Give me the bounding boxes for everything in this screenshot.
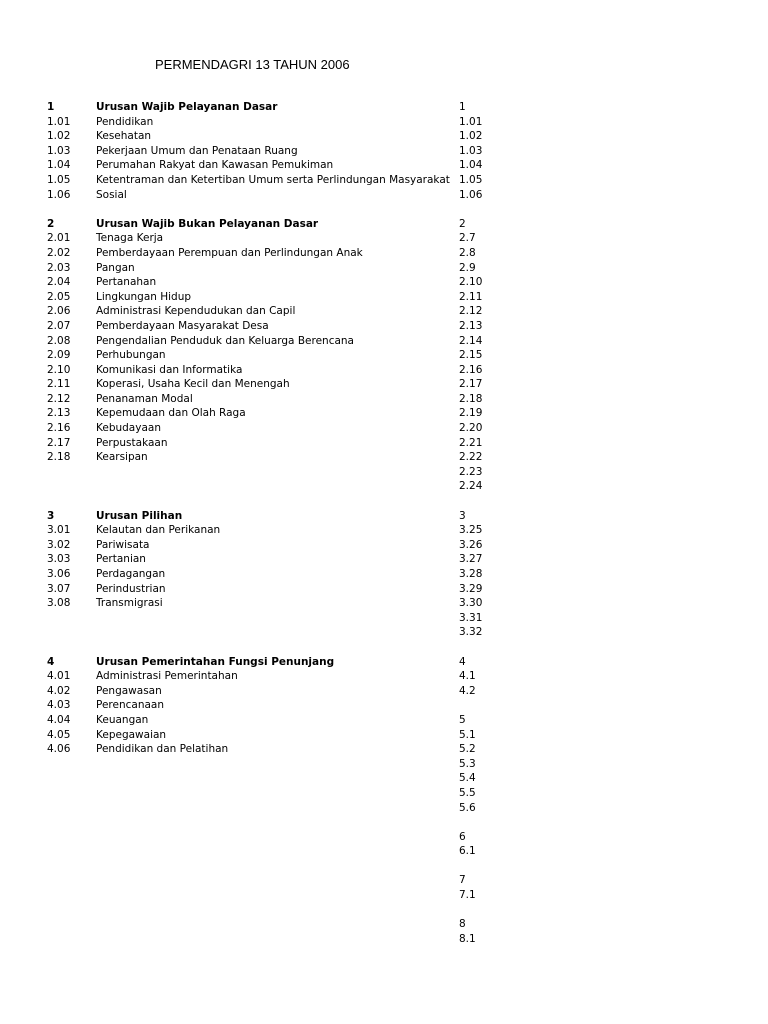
item-code: 2.17 [47,436,71,449]
section-heading: Urusan Wajib Bukan Pelayanan Dasar [96,217,319,230]
item-code [47,479,70,494]
mapped-code: 6.1 [459,845,476,858]
item-label: Lingkungan Hidup [96,290,192,303]
mapped-code: 3.26 [459,538,483,551]
mapped-code [459,640,482,655]
item-label: Perindustrian [96,582,166,595]
section-heading: Urusan Pilihan [96,509,183,522]
item-code: 1.05 [47,173,71,186]
mapped-code: 5.2 [459,743,476,756]
item-code: 2.06 [47,305,71,318]
item-label: Ketentraman dan Ketertiban Umum serta Perlindungan Masyarakat [96,173,450,186]
item-code: 4.06 [47,743,71,756]
item-label: Tenaga Kerja [96,232,164,245]
item-label [96,640,450,655]
item-label: Perhubungan [96,349,166,362]
item-label [96,202,450,217]
mapped-code: 1.04 [459,159,483,172]
left-label-column [96,100,450,757]
item-label: Kepegawaian [96,728,167,741]
item-label: Pengendalian Penduduk dan Keluarga Berencana [96,334,354,347]
section-code: 1 [47,101,55,113]
item-code: 2.13 [47,407,71,420]
mapped-code: 5 [459,713,466,726]
item-label [96,479,450,494]
item-label: Pemberdayaan Masyarakat Desa [96,319,269,332]
mapped-code [459,903,482,918]
item-code: 1.06 [47,188,71,201]
item-code [47,202,70,217]
item-label: Administrasi Pemerintahan [96,670,238,683]
item-code: 2.08 [47,334,71,347]
item-code: 3.02 [47,538,71,551]
mapped-code: 5.5 [459,786,476,799]
mapped-code: 1.03 [459,144,483,157]
mapped-code: 7 [459,874,466,887]
section-code: 4 [47,655,55,668]
item-label: Perumahan Rakyat dan Kawasan Pemukiman [96,159,334,172]
mapped-code: 6 [459,830,466,843]
item-label [96,465,450,480]
left-code-column [47,100,70,757]
item-code: 2.04 [47,276,71,289]
right-code-column [459,100,482,946]
item-code: 2.11 [47,378,71,391]
item-code: 2.12 [47,392,71,405]
mapped-code: 2 [459,217,466,230]
item-code [47,640,70,655]
item-code: 4.01 [47,670,71,683]
item-label: Perencanaan [96,699,165,712]
item-code: 3.01 [47,524,71,537]
section-code: 2 [47,217,55,230]
item-label: Sosial [96,188,127,201]
item-label [96,611,450,626]
mapped-code: 2.13 [459,319,483,332]
item-label: Perdagangan [96,568,166,580]
mapped-code: 3.27 [459,553,483,566]
mapped-code: 3.30 [459,597,483,610]
mapped-code: 5.6 [459,801,476,814]
mapped-code: 1.01 [459,115,483,128]
item-code: 2.02 [47,246,71,259]
section-code: 3 [47,509,55,522]
item-code: 2.03 [47,261,71,274]
mapped-code [459,698,482,713]
mapped-code: 4.2 [459,684,476,697]
section-heading: Urusan Wajib Pelayanan Dasar [96,101,278,113]
item-code: 3.03 [47,553,71,566]
item-label: Pemberdayaan Perempuan dan Perlindungan Anak [96,246,363,259]
mapped-code: 3.28 [459,568,483,580]
mapped-code: 2.17 [459,378,483,391]
mapped-code: 2.19 [459,407,483,420]
mapped-code: 8 [459,918,466,931]
item-label: Pendidikan [96,115,154,128]
item-code: 2.09 [47,349,71,362]
item-code: 4.04 [47,713,71,726]
item-label: Kesehatan [96,130,152,143]
mapped-code: 2.23 [459,465,483,478]
item-code: 4.02 [47,684,71,697]
mapped-code: 2.16 [459,363,483,376]
item-label: Pertanahan [96,276,157,289]
item-label: Kepemudaan dan Olah Raga [96,407,246,420]
item-code: 1.03 [47,144,71,157]
mapped-code: 2.7 [459,232,476,245]
item-code [47,465,70,480]
mapped-code: 2.8 [459,246,476,259]
mapped-code: 5.3 [459,757,476,770]
item-label: Kearsipan [96,451,148,464]
item-code [47,494,70,509]
mapped-code: 2.14 [459,334,483,347]
mapped-code: 2.15 [459,349,483,362]
mapped-code [459,494,482,509]
item-code: 3.07 [47,582,71,595]
item-code: 1.02 [47,130,71,143]
mapped-code: 3.25 [459,524,483,537]
item-code: 2.18 [47,451,71,464]
section-heading: Urusan Pemerintahan Fungsi Penunjang [96,655,335,668]
mapped-code: 7.1 [459,889,476,902]
item-label: Pengawasan [96,684,162,697]
item-label: Perpustakaan [96,436,168,449]
item-code: 2.01 [47,232,71,245]
item-label: Kebudayaan [96,422,161,435]
item-code: 4.05 [47,728,71,741]
item-label: Pariwisata [96,538,150,551]
item-label: Komunikasi dan Informatika [96,363,243,376]
mapped-code [459,815,482,830]
mapped-code: 2.18 [459,392,483,405]
mapped-code: 8.1 [459,932,476,945]
item-label [96,625,450,640]
mapped-code: 2.21 [459,436,483,449]
mapped-code: 3 [459,509,466,522]
mapped-code: 2.20 [459,422,483,435]
mapped-code [459,202,482,217]
mapped-code: 2.24 [459,480,483,493]
item-label: Pekerjaan Umum dan Penataan Ruang [96,144,298,157]
mapped-code: 4.1 [459,670,476,683]
item-code: 1.04 [47,159,71,172]
item-label: Penanaman Modal [96,392,193,405]
mapped-code: 5.4 [459,772,476,785]
mapped-code: 2.12 [459,305,483,318]
mapped-code: 3.29 [459,582,483,595]
item-code [47,625,70,640]
mapped-code [459,859,482,874]
mapped-code: 4 [459,655,466,668]
mapped-code: 5.1 [459,728,476,741]
item-code: 3.06 [47,568,71,580]
mapped-code: 1.06 [459,188,483,201]
mapped-code: 3.31 [459,611,483,624]
mapped-code: 1 [459,101,466,113]
mapped-code: 1.02 [459,130,483,143]
item-code: 4.03 [47,699,71,712]
item-label: Koperasi, Usaha Kecil dan Menengah [96,378,290,391]
item-code: 2.16 [47,422,71,435]
item-code [47,611,70,626]
item-label: Transmigrasi [96,597,163,610]
item-label [96,494,450,509]
item-label: Pangan [96,261,135,274]
item-label: Pertanian [96,553,146,566]
mapped-code: 2.10 [459,276,483,289]
item-code: 3.08 [47,597,71,610]
item-code: 2.05 [47,290,71,303]
mapped-code: 1.05 [459,173,483,186]
mapped-code: 2.11 [459,290,483,303]
document-title: PERMENDAGRI 13 TAHUN 2006 [155,57,350,72]
item-code: 2.07 [47,319,71,332]
item-code: 2.10 [47,363,71,376]
item-label: Kelautan dan Perikanan [96,524,221,537]
mapped-code: 3.32 [459,626,483,639]
item-label: Pendidikan dan Pelatihan [96,743,229,756]
item-code: 1.01 [47,115,71,128]
item-label: Administrasi Kependudukan dan Capil [96,305,296,318]
mapped-code: 2.22 [459,451,483,464]
mapped-code: 2.9 [459,261,476,274]
item-label: Keuangan [96,713,149,726]
